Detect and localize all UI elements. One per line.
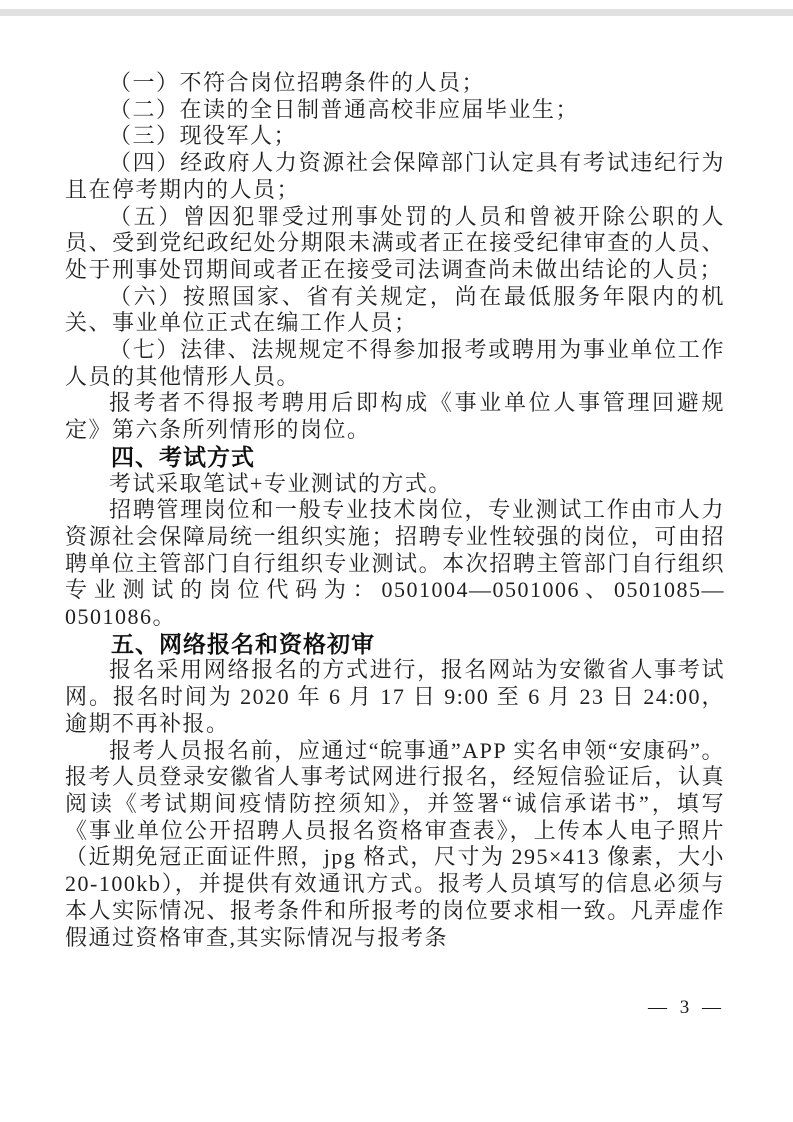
list-item: （一）不符合岗位招聘条件的人员； [109,70,486,95]
paragraph: 招聘管理岗位和一般专业技术岗位，专业测试工作由市人力资源社会保障局统一组织实施；招聘专业性较强的岗位，可由招聘单位主管部门自行组织专业测试。本次招聘主管部门自行组织专业测试的岗位代码为：0501004—0501006、0501085—0501086。 [65,497,725,630]
section-heading: 五、网络报名和资格初审 [111,630,375,657]
document-body [65,70,725,951]
page-number: — 3 — [648,997,725,1018]
paragraph: 报名采用网络报名的方式进行，报名网站为安徽省人事考试网。报名时间为 2020 年 6 月 17 日 9:00 至 6 月 23 日 24:00，逾期不再补报。 [65,657,725,736]
list-item: （五）曾因犯罪受过刑事处罚的人员和曾被开除公职的人员、受到党纪政纪处分期限未满或者正在接受纪律审查的人员、处于刑事处罚期间或者正在接受司法调查尚未做出结论的人员； [65,203,725,282]
list-item: （三）现役军人； [109,123,298,149]
list-item: （七）法律、法规规定不得参加报考或聘用为事业单位工作人员的其他情形人员。 [65,337,725,389]
list-item: （二）在读的全日制普通高校非应届毕业生； [109,96,580,122]
paragraph: 报考者不得报考聘用后即构成《事业单位人事管理回避规定》第六条所列情形的岗位。 [65,390,725,443]
paragraph: 报考人员报名前，应通过“皖事通”APP 实名申领“安康码”。报考人员登录安徽省人事考试网进行报名，经短信验证后，认真阅读《考试期间疫情防控须知》，并签署“诚信承诺书”，填写《事业单位公开招聘人员报名资格审查表》，上传本人电子照片（近期免冠正面证件照，jpg 格式，尺寸为 295×413 像素，大小 20-100kb），并提供有效通讯方式。报考人员填写的信息必须与本人实际情况、报考条件和所报考的岗位要求相一致。凡弄虚作假通过资格审查,其实际情况与报考条 [65,737,725,950]
list-item: （六）按照国家、省有关规定，尚在最低服务年限内的机关、事业单位正式在编工作人员； [65,283,725,336]
list-item: （四）经政府人力资源社会保障部门认定具有考试违纪行为且在停考期内的人员； [65,150,725,202]
section-heading: 四、考试方式 [111,443,255,470]
paragraph: 考试采取笔试+专业测试的方式。 [109,470,452,496]
scan-artifact-band [0,9,793,16]
